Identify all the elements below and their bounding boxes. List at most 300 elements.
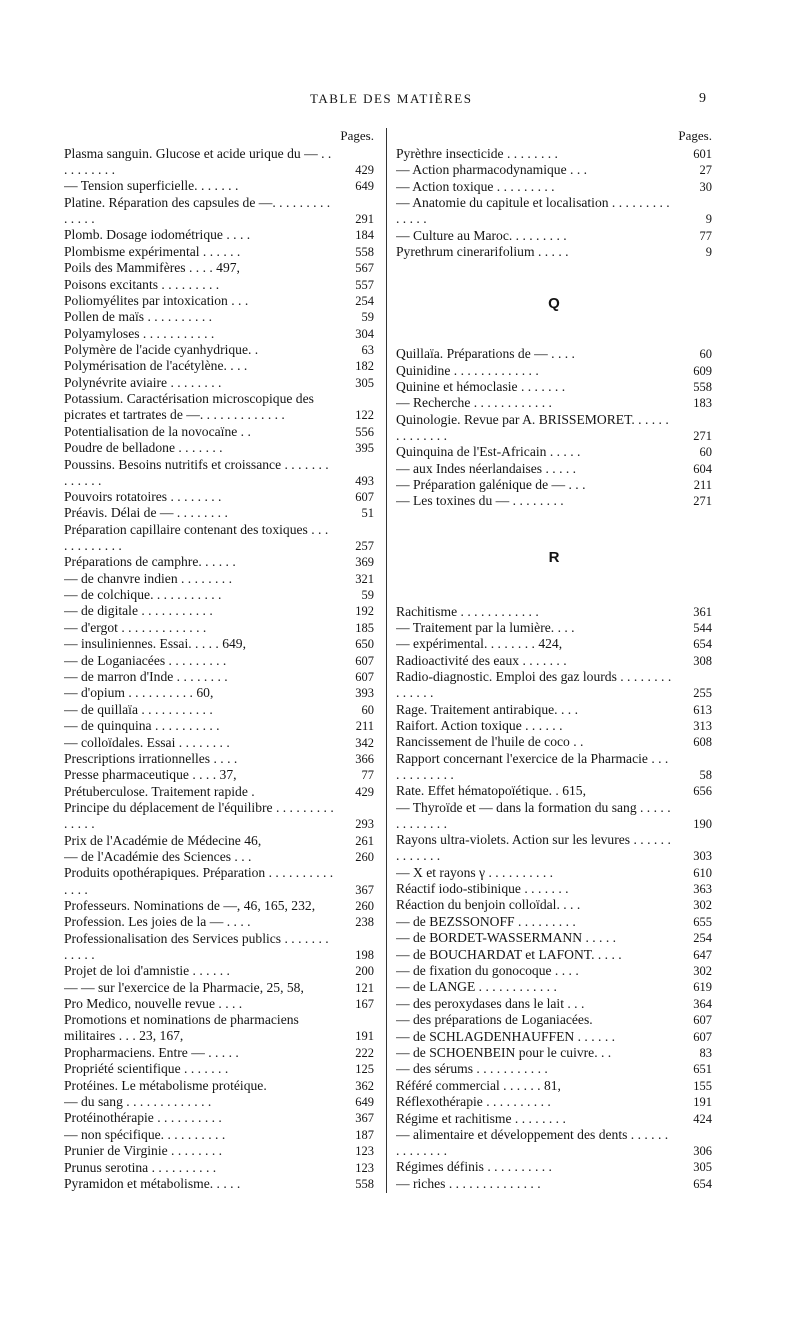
entry-text: — Préparation galénique de — . . . <box>396 477 586 493</box>
entry-text: — de SCHLAGDENHAUFFEN . . . . . . <box>396 1028 616 1044</box>
entry-text: — insuliniennes. Essai. . . . . 649, <box>64 636 246 652</box>
index-entry <box>396 1012 712 1028</box>
entry-text: Quinologie. Revue par A. BRISSEMORET. . . . . . . . . . . . . . <box>396 411 669 443</box>
entry-text: — du sang . . . . . . . . . . . . . <box>64 1093 212 1109</box>
entry-text: Réactif iodo-stibinique . . . . . . . <box>396 881 569 897</box>
entry-text: — Anatomie du capitule et localisation . . . . . . . . . . . . . . <box>396 195 670 227</box>
entry-text: Prunier de Virginie . . . . . . . . <box>64 1143 223 1159</box>
entry-page: 123 <box>355 1160 374 1175</box>
entry-text: Réaction du benjoin colloïdal. . . . <box>396 897 581 913</box>
entry-page: 222 <box>355 1045 374 1060</box>
entry-page: 257 <box>355 538 374 553</box>
left-column <box>64 128 374 1192</box>
entry-text: — de BOUCHARDAT et LAFONT. . . . . <box>396 946 622 962</box>
entry-page: 238 <box>355 915 374 930</box>
index-entry <box>64 424 374 440</box>
index-entry <box>64 244 374 260</box>
entry-text: — d'ergot . . . . . . . . . . . . . <box>64 619 207 635</box>
index-entry <box>64 178 374 194</box>
entry-text: — riches . . . . . . . . . . . . . . <box>396 1175 541 1191</box>
entry-text: Principe du déplacement de l'équilibre . . . . . . . . . . . . . . <box>64 800 334 832</box>
index-entry <box>64 1078 374 1094</box>
entry-text: Plombisme expérimental . . . . . . <box>64 243 241 259</box>
index-entry <box>64 784 374 800</box>
letter-heading-q: Q <box>548 295 560 313</box>
entry-text: Poudre de belladone . . . . . . . <box>64 440 223 456</box>
entry-text: Pouvoirs rotatoires . . . . . . . . <box>64 489 222 505</box>
entry-page: 654 <box>693 637 712 652</box>
entry-page: 604 <box>693 461 712 476</box>
entry-text: Plomb. Dosage iodométrique . . . . <box>64 227 251 243</box>
index-entry <box>396 963 712 979</box>
index-entry <box>396 461 712 477</box>
entry-text: — Traitement par la lumière. . . . <box>396 620 575 636</box>
entry-page: 200 <box>355 964 374 979</box>
index-entry <box>64 1061 374 1077</box>
index-entry <box>396 477 712 493</box>
index-entry <box>64 554 374 570</box>
entry-text: Pyrethrum cinerarifolium . . . . . <box>396 244 569 260</box>
entry-page: 125 <box>355 1062 374 1077</box>
index-entry <box>64 391 374 423</box>
index-entry <box>64 342 374 358</box>
entry-text: Quinquina de l'Est-Africain . . . . . <box>396 444 581 460</box>
entry-page: 121 <box>355 980 374 995</box>
entry-text: Rancissement de l'huile de coco . . <box>396 734 584 750</box>
entry-text: Préparation capillaire contenant des toxiques . . . . . . . . . . . . <box>64 521 329 553</box>
entry-text: — X et rayons γ . . . . . . . . . . <box>396 864 554 880</box>
entry-text: Pollen de maïs . . . . . . . . . . <box>64 309 213 325</box>
index-entry <box>64 227 374 243</box>
entry-page: 608 <box>693 735 712 750</box>
entry-page: 362 <box>355 1078 374 1093</box>
entry-page: 306 <box>693 1144 712 1159</box>
entry-page: 558 <box>355 244 374 259</box>
index-entry <box>64 146 374 178</box>
index-entry <box>396 669 712 701</box>
index-entry <box>64 1045 374 1061</box>
entry-text: — Action pharmacodynamique . . . <box>396 162 588 178</box>
entry-text: Protéines. Le métabolisme protéique. <box>64 1077 267 1093</box>
entry-page: 619 <box>693 980 712 995</box>
entry-page: 9 <box>705 212 712 227</box>
index-entry <box>396 996 712 1012</box>
entry-page: 305 <box>355 375 374 390</box>
index-entry <box>64 375 374 391</box>
letter-heading-r: R <box>548 548 560 566</box>
entry-text: Pro Medico, nouvelle revue . . . . <box>64 995 243 1011</box>
entry-text: — d'opium . . . . . . . . . . 60, <box>64 685 214 701</box>
index-entry <box>64 849 374 865</box>
entry-page: 651 <box>693 1062 712 1077</box>
entry-page: 361 <box>693 604 712 619</box>
entry-text: Profession. Les joies de la — . . . . <box>64 914 251 930</box>
index-entry <box>64 1160 374 1176</box>
entry-page: 308 <box>693 653 712 668</box>
entry-text: — de colchique. . . . . . . . . . . <box>64 587 222 603</box>
entry-page: 649 <box>355 1094 374 1109</box>
index-entry <box>396 1029 712 1045</box>
pages-label: Pages. <box>340 128 374 143</box>
entry-text: Prescriptions irrationnelles . . . . <box>64 750 238 766</box>
entry-text: Préparations de camphre. . . . . . <box>64 554 236 570</box>
index-entry <box>64 980 374 996</box>
entry-page: 260 <box>355 850 374 865</box>
index-entry <box>396 604 712 620</box>
entry-text: Rayons ultra-violets. Action sur les levures . . . . . . . . . . . . . <box>396 832 671 864</box>
entry-text: Rapport concernant l'exercice de la Pharmacie . . . . . . . . . . . . <box>396 750 669 782</box>
entry-text: Polynévrite aviaire . . . . . . . . <box>64 374 222 390</box>
index-entry <box>64 1127 374 1143</box>
entry-text: Radioactivité des eaux . . . . . . . <box>396 652 567 668</box>
entry-page: 342 <box>355 735 374 750</box>
index-entry <box>396 1176 712 1192</box>
index-entry <box>396 146 712 162</box>
entry-page: 321 <box>355 571 374 586</box>
index-entry <box>64 309 374 325</box>
entry-text: Quinine et hémoclasie . . . . . . . <box>396 379 566 395</box>
entry-page: 607 <box>693 1029 712 1044</box>
entry-page: 30 <box>699 179 712 194</box>
entry-page: 607 <box>693 1013 712 1028</box>
entry-text: Quinidine . . . . . . . . . . . . . <box>396 362 539 378</box>
entry-page: 211 <box>355 719 374 734</box>
entry-page: 610 <box>693 865 712 880</box>
entry-page: 567 <box>355 261 374 276</box>
index-entry <box>396 195 712 227</box>
entry-page: 393 <box>355 686 374 701</box>
entry-text: Poussins. Besoins nutritifs et croissance . . . . . . . . . . . . . <box>64 456 329 488</box>
entry-text: Préavis. Délai de — . . . . . . . . <box>64 505 228 521</box>
entry-text: Poils des Mammifères . . . . 497, <box>64 260 240 276</box>
index-entry <box>64 914 374 930</box>
entry-page: 557 <box>355 277 374 292</box>
entry-page: 366 <box>355 751 374 766</box>
index-entry <box>396 734 712 750</box>
index-entry <box>64 505 374 521</box>
index-entry <box>64 489 374 505</box>
index-entry <box>396 493 712 509</box>
index-entry <box>64 653 374 669</box>
entry-page: 83 <box>699 1046 712 1060</box>
index-entry <box>396 718 712 734</box>
entry-page: 303 <box>693 849 712 864</box>
index-entry <box>396 881 712 897</box>
entry-text: — de digitale . . . . . . . . . . . <box>64 603 213 619</box>
index-entry <box>64 326 374 342</box>
entry-page: 647 <box>693 947 712 962</box>
index-entry <box>64 702 374 718</box>
entry-page: 260 <box>355 898 374 913</box>
entry-text: Référé commercial . . . . . . 81, <box>396 1077 561 1093</box>
entry-text: Potassium. Caractérisation microscopique des picrates et tartrates de —. . . . . . . . . . . . . <box>64 391 314 423</box>
running-title: TABLE DES MATIÈRES <box>310 91 473 106</box>
entry-page: 364 <box>693 996 712 1011</box>
entry-text: Propriété scientifique . . . . . . . <box>64 1061 229 1077</box>
index-entry <box>396 179 712 195</box>
index-entry <box>64 931 374 963</box>
entry-text: Prunus serotina . . . . . . . . . . <box>64 1159 217 1175</box>
index-entry <box>396 653 712 669</box>
index-entry <box>396 947 712 963</box>
index-entry <box>396 412 712 444</box>
entry-text: Raifort. Action toxique . . . . . . <box>396 718 563 734</box>
entry-page: 613 <box>693 702 712 717</box>
entry-page: 655 <box>693 914 712 929</box>
entry-text: Régimes définis . . . . . . . . . . <box>396 1159 552 1175</box>
entry-page: 558 <box>693 380 712 395</box>
entry-page: 305 <box>693 1160 712 1175</box>
entry-text: Plasma sanguin. Glucose et acide urique du — . . . . . . . . . . <box>64 146 332 178</box>
entry-text: — Recherche . . . . . . . . . . . . <box>396 395 552 411</box>
entry-text: Rage. Traitement antirabique. . . . <box>396 701 578 717</box>
entry-text: — de Loganiacées . . . . . . . . . <box>64 652 227 668</box>
entry-page: 185 <box>355 620 374 635</box>
entry-text: Quillaïa. Préparations de — . . . . <box>396 346 575 362</box>
index-entry <box>64 996 374 1012</box>
entry-page: 60 <box>699 347 712 362</box>
index-entry <box>64 636 374 652</box>
entry-text: Poliomyélites par intoxication . . . <box>64 292 249 308</box>
entry-text: Polymère de l'acide cyanhydrique. . <box>64 342 259 358</box>
index-entries-r <box>396 604 712 1192</box>
entry-text: — — sur l'exercice de la Pharmacie, 25, 58, <box>64 979 304 995</box>
entry-text: — de fixation du gonocoque . . . . <box>396 963 579 979</box>
entry-page: 261 <box>355 833 374 848</box>
entry-page: 649 <box>355 179 374 194</box>
entry-page: 187 <box>355 1127 374 1142</box>
entry-text: — des peroxydases dans le lait . . . <box>396 995 585 1011</box>
index-entry <box>64 358 374 374</box>
index-entry <box>64 963 374 979</box>
entry-page: 255 <box>693 686 712 701</box>
entry-text: — Thyroïde et — dans la formation du sang . . . . . . . . . . . . . <box>396 799 671 831</box>
entry-text: Platine. Réparation des capsules de —. . . . . . . . . . . . . . <box>64 194 331 226</box>
index-entry <box>64 833 374 849</box>
entry-page: 291 <box>355 211 374 226</box>
entry-page: 123 <box>355 1144 374 1159</box>
entry-text: — alimentaire et développement des dents . . . . . . . . . . . . . . <box>396 1126 669 1159</box>
index-entry <box>396 702 712 718</box>
entry-text: — de BORDET-WASSERMANN . . . . . <box>396 930 617 946</box>
index-entry <box>64 1143 374 1159</box>
entry-text: Poisons excitants . . . . . . . . . <box>64 276 220 292</box>
entry-text: Professeurs. Nominations de —, 46, 165, 232, <box>64 897 316 913</box>
entry-page: 271 <box>693 494 712 509</box>
entry-page: 607 <box>355 653 374 668</box>
entry-page: 654 <box>693 1176 712 1191</box>
entry-page: 313 <box>693 719 712 734</box>
entry-page: 60 <box>361 702 374 717</box>
index-entry <box>64 587 374 603</box>
index-entry <box>64 767 374 783</box>
index-entry <box>396 783 712 799</box>
entry-page: 609 <box>693 363 712 378</box>
index-entry <box>396 800 712 832</box>
index-entry <box>396 914 712 930</box>
entry-text: Prétuberculose. Traitement rapide . <box>64 783 255 799</box>
entry-text: Prix de l'Académie de Médecine 46, <box>64 832 262 848</box>
index-entry <box>64 522 374 554</box>
entry-text: — de chanvre indien . . . . . . . . <box>64 570 232 586</box>
entry-text: Presse pharmaceutique . . . . 37, <box>64 767 237 783</box>
entry-text: — Culture au Maroc. . . . . . . . . <box>396 227 567 243</box>
index-entry <box>64 260 374 276</box>
entry-text: — aux Indes néerlandaises . . . . . <box>396 460 577 476</box>
entry-text: — expérimental. . . . . . . . 424, <box>396 636 563 652</box>
entry-page: 192 <box>355 604 374 619</box>
entry-page: 607 <box>355 490 374 505</box>
entry-text: — Action toxique . . . . . . . . . <box>396 178 555 194</box>
column-divider <box>386 128 387 1193</box>
entry-page: 395 <box>355 441 374 456</box>
entry-text: Promotions et nominations de pharmaciens militaires . . . 23, 167, <box>64 1012 299 1044</box>
index-entry <box>396 444 712 460</box>
index-entry <box>64 1176 374 1192</box>
entry-page: 271 <box>693 428 712 443</box>
entry-page: 493 <box>355 473 374 488</box>
entry-text: Polymérisation de l'acétylène. . . . <box>64 358 248 374</box>
entry-page: 60 <box>699 445 712 460</box>
entry-text: — de l'Académie des Sciences . . . <box>64 849 252 865</box>
index-entry <box>396 979 712 995</box>
index-entry <box>64 898 374 914</box>
entry-page: 190 <box>693 816 712 831</box>
entry-text: Produits opothérapiques. Préparation . . . . . . . . . . . . . . <box>64 865 334 897</box>
index-entries-p <box>396 146 712 260</box>
entry-page: 656 <box>693 784 712 799</box>
entry-text: — non spécifique. . . . . . . . . . <box>64 1126 226 1142</box>
entry-text: — de quinquina . . . . . . . . . . <box>64 718 220 734</box>
entry-page: 182 <box>355 359 374 374</box>
entry-page: 429 <box>355 784 374 799</box>
entry-page: 59 <box>361 588 374 603</box>
index-entry <box>396 1094 712 1110</box>
entry-page: 9 <box>705 245 712 260</box>
index-entry <box>396 346 712 362</box>
index-entry <box>396 1127 712 1159</box>
entry-text: Réflexothérapie . . . . . . . . . . <box>396 1094 551 1110</box>
entry-text: — de quillaïa . . . . . . . . . . . <box>64 701 213 717</box>
entry-page: 367 <box>355 1111 374 1126</box>
entry-text: Pyrèthre insecticide . . . . . . . . <box>396 146 558 161</box>
entry-text: Polyamyloses . . . . . . . . . . . <box>64 325 215 341</box>
right-column <box>396 128 712 1192</box>
entry-page: 369 <box>355 555 374 570</box>
page-number: 9 <box>699 91 706 106</box>
entry-text: — des préparations de Loganiacées. <box>396 1012 593 1028</box>
entry-page: 254 <box>355 293 374 308</box>
page-header <box>0 91 800 113</box>
entry-page: 363 <box>693 882 712 897</box>
index-entry <box>396 162 712 178</box>
entry-text: — de marron d'Inde . . . . . . . . <box>64 669 228 685</box>
index-entry <box>396 1078 712 1094</box>
index-entry <box>396 244 712 260</box>
entry-page: 191 <box>693 1095 712 1110</box>
entry-page: 211 <box>693 478 712 493</box>
entry-page: 27 <box>699 163 712 178</box>
index-entry <box>64 603 374 619</box>
entry-page: 293 <box>355 817 374 832</box>
entry-text: Potentialisation de la novocaïne . . <box>64 423 251 439</box>
entry-page: 607 <box>355 670 374 685</box>
entry-page: 183 <box>693 396 712 411</box>
entry-text: — de LANGE . . . . . . . . . . . . <box>396 979 557 995</box>
index-entry <box>396 1045 712 1061</box>
entry-page: 155 <box>693 1078 712 1093</box>
index-entry <box>64 293 374 309</box>
entry-text: — colloïdales. Essai . . . . . . . . <box>64 734 230 750</box>
index-entry <box>64 1110 374 1126</box>
entry-page: 544 <box>693 621 712 636</box>
index-entry <box>64 440 374 456</box>
index-entry <box>64 669 374 685</box>
entry-page: 302 <box>693 898 712 913</box>
entry-page: 302 <box>693 964 712 979</box>
entry-text: Rate. Effet hématopoïétique. . 615, <box>396 783 587 799</box>
index-entry <box>396 395 712 411</box>
index-entry <box>396 930 712 946</box>
entry-page: 650 <box>355 637 374 652</box>
index-entry <box>396 865 712 881</box>
index-entry <box>396 636 712 652</box>
entry-text: — des sérums . . . . . . . . . . . <box>396 1061 548 1077</box>
entry-text: Pyramidon et métabolisme. . . . . <box>64 1175 241 1191</box>
index-entry <box>64 865 374 897</box>
index-entry <box>64 277 374 293</box>
entry-page: 191 <box>355 1029 374 1044</box>
entry-text: — Tension superficielle. . . . . . . <box>64 178 239 194</box>
entry-text: — de SCHOENBEIN pour le cuivre. . . <box>396 1045 612 1060</box>
entry-page: 167 <box>355 996 374 1011</box>
index-entry <box>396 379 712 395</box>
entry-page: 122 <box>355 408 374 423</box>
index-entry <box>64 195 374 227</box>
index-entry <box>396 1061 712 1077</box>
index-entry <box>64 751 374 767</box>
entry-text: Propharmaciens. Entre — . . . . . <box>64 1044 239 1060</box>
index-entry <box>64 457 374 489</box>
index-entry <box>64 735 374 751</box>
index-entry <box>64 571 374 587</box>
index-entry <box>396 1111 712 1127</box>
entry-page: 58 <box>699 767 712 782</box>
entry-page: 424 <box>693 1111 712 1126</box>
entry-page: 184 <box>355 228 374 243</box>
entry-text: Radio-diagnostic. Emploi des gaz lourds . . . . . . . . . . . . . . <box>396 669 672 701</box>
entry-page: 51 <box>361 506 374 521</box>
index-entry <box>396 228 712 244</box>
index-entry <box>64 1094 374 1110</box>
entry-text: Protéinothérapie . . . . . . . . . . <box>64 1110 222 1126</box>
index-entry <box>64 620 374 636</box>
index-entries-left <box>64 146 374 1192</box>
index-entry <box>64 800 374 832</box>
entry-page: 198 <box>355 947 374 962</box>
index-entry <box>396 897 712 913</box>
entry-page: 367 <box>355 882 374 897</box>
entry-page: 429 <box>355 163 374 178</box>
index-entry <box>396 1159 712 1175</box>
entry-page: 556 <box>355 424 374 439</box>
entry-text: — Les toxines du — . . . . . . . . <box>396 493 564 509</box>
entry-page: 77 <box>699 228 712 243</box>
entry-text: — de BEZSSONOFF . . . . . . . . . <box>396 913 576 929</box>
pages-label: Pages. <box>678 128 712 143</box>
index-entry <box>396 363 712 379</box>
entry-page: 63 <box>361 343 374 358</box>
